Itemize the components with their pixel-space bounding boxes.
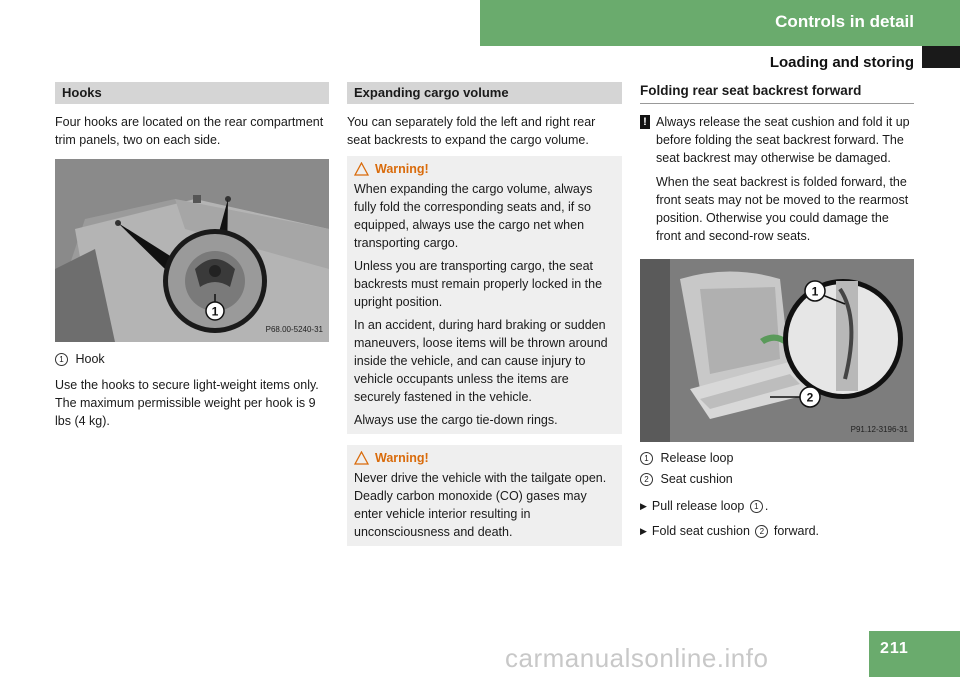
warning-text: Never drive the vehicle with the tailgate open. Deadly carbon monoxide (CO) gases may enter vehicle interior resulting in unconsciousness and death. [354,471,607,539]
cargo-intro: You can separately fold the left and right rear seat backrests to expand the cargo volume. [347,115,596,147]
step-1 [640,497,914,515]
warning-title: Warning! [375,162,429,176]
thumb-tab [922,46,960,68]
warning-triangle-icon [354,451,369,465]
figure-code: P91.12-3196-31 [850,425,908,434]
fold-seat-heading: Folding rear seat backrest forward [640,82,914,104]
seat-legend-2 [640,470,914,488]
legend-label: Seat cushion [660,472,733,486]
notice-text: Always release the seat cushion and fold it up before folding the seat backrest forward. The seat backrest may otherwise be damaged. [656,115,910,165]
step-arrow-icon: ▶ [640,526,647,536]
rear-seat-photo [640,259,914,442]
figure-callout-2: 2 [806,390,814,405]
watermark: carmanualsonline.info [505,643,769,673]
warning-text: When expanding the cargo volume, always fully fold the corresponding seats and, if so equipped, always use the cargo net when transporting cargo. [354,182,593,250]
warning-box-1 [347,156,622,434]
step-2 [640,522,914,540]
hooks-legend [55,350,329,368]
subsection-title: Loading and storing [769,54,914,71]
cargo-heading: Expanding cargo volume [347,82,622,104]
callout-number: 1 [55,353,68,366]
callout-number: 1 [640,452,653,465]
column-fold-seat [640,82,914,540]
warning-triangle-icon [354,162,369,176]
step-arrow-icon: ▶ [640,501,647,511]
warning-text: In an accident, during hard braking or sudden maneuvers, loose items will be thrown around inside the vehicle, and can cause injury to vehicle occupants unless the items are securely fastened in the vehicle. [354,318,608,404]
warning-header [354,160,615,178]
hooks-intro: Four hooks are located on the rear compartment trim panels, two on each side. [55,115,324,147]
hooks-illustration [55,159,329,342]
page-number: 211 [880,640,909,657]
notice-block [640,113,914,245]
warning-text: Unless you are transporting cargo, the seat backrests must remain properly locked in the upright position. [354,259,603,309]
figure-callout-1: 1 [211,304,219,319]
legend-label: Release loop [660,451,734,465]
column-hooks [55,82,329,430]
notice-text: When the seat backrest is folded forward, the front seats may not be moved to the rearmost position. Otherwise you could damage the front and second-row seats. [656,175,909,243]
warning-title: Warning! [375,451,429,465]
notice-exclamation-icon: ! [640,115,650,129]
warning-header [354,449,615,467]
legend-label: Hook [75,352,105,366]
callout-number: 2 [640,473,653,486]
step-text: Pull release loop 1 . [651,499,769,513]
figure-callout-1: 1 [811,284,819,299]
step-text: Fold seat cushion 2 forward. [651,524,820,538]
hooks-body: Use the hooks to secure light-weight items only. The maximum permissible weight per hook is 9 lbs (4 kg). [55,378,319,428]
seat-illustration [640,259,914,442]
column-cargo-volume [347,82,622,546]
cargo-area-photo [55,159,329,342]
section-title: Controls in detail [775,12,914,31]
figure-code: P68.00-5240-31 [265,325,323,334]
seat-legend-1 [640,449,914,467]
warning-text: Always use the cargo tie-down rings. [354,413,558,427]
warning-box-2 [347,445,622,546]
hooks-heading: Hooks [55,82,329,104]
